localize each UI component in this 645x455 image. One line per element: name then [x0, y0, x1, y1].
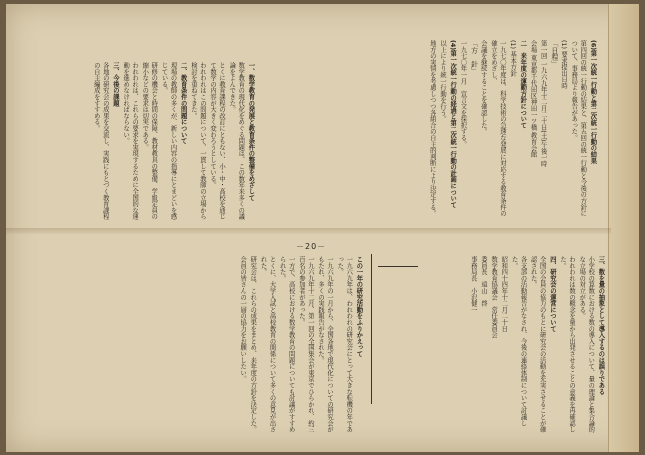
- text-column: われわれは、これらの要求を実現するために全国的な運動を進めなければならない。: [122, 62, 139, 220]
- text-column: とくに教育課程の改訂にともない、小・中・高校を通じて数学の内容が大きく変わろうとしている。: [209, 62, 226, 220]
- text-column: 「日程」: [549, 40, 558, 68]
- text-column: とくに、大学入試と高校教育の関係について多くの意見が出された。: [259, 256, 276, 433]
- text-column: 一、数学教育の発展と教育条件の整備をめざして: [247, 62, 255, 201]
- text-column: 四、研究会の運営について: [548, 256, 556, 332]
- text-block-top-right: [268, 40, 598, 220]
- text-column: (1) 基本方針: [509, 40, 517, 77]
- text-column: 全国の会員の協力のもとに研究会の活動を充実させることが確認された。: [529, 256, 546, 433]
- text-column: 一九六九年は、われわれの研究会にとって大きな転機の年であった。: [336, 256, 353, 433]
- text-column: 「方 針」: [469, 40, 478, 74]
- text-column: 以上により統一行動を行う。: [438, 40, 446, 122]
- text-column: 第四回の統一行動の結果と、第五回の統一行動と今後の方針について、事務局より報告があった。: [570, 40, 587, 217]
- text-column: 一九七〇年度は、科学技術の急速な発展に対応する教育条件の確立をめざし、: [489, 40, 506, 217]
- text-column: 一九六九年の一月から、全国各地で現代化についての研究会がもたれ、多くの実践報告がなされた。: [317, 256, 334, 433]
- text-block-top-left: [36, 62, 256, 222]
- text-column: われわれは数の概念を量から出発させることの意義を再確認した。: [559, 256, 576, 433]
- text-column: 第一回 一九六九年十二月二十日(土)午後一時: [539, 40, 547, 167]
- text-block-bottom-left: [50, 256, 364, 436]
- page-gutter: [6, 228, 611, 234]
- text-column: (1) 要求提出日時: [560, 40, 568, 89]
- text-column: 各地の研究会の成果を交流し、実践にもとづく教育課程の自主編成をすすめる。: [92, 62, 109, 220]
- text-column: 数学教育協議会 常任委員会: [490, 256, 498, 338]
- text-column: 三、今後の課題: [111, 62, 119, 107]
- column-divider: [371, 254, 372, 404]
- text-column: 各支部の活動報告がなされ、今後の連絡体制について討議した。: [510, 256, 527, 427]
- text-column: 一方で、高校における数学教育の問題についても討議がすすめられた。: [278, 256, 295, 433]
- document-spread: [6, 4, 639, 452]
- text-column: 地方の実情を考慮しつつ各組合の自主的判断により決定する。: [428, 40, 436, 217]
- text-column: 委員長 遠山 啓: [479, 256, 487, 307]
- text-column: この一年の研究活動をふりかえって: [355, 256, 363, 357]
- text-column: 二 来年度の運動方針について: [519, 40, 527, 129]
- text-column: われわれはこの問題について、一貫して教師の立場から検討を重ねてきた。: [189, 62, 206, 220]
- page-number: －20－: [296, 242, 327, 251]
- text-column: 三、数を量の抽象として導入するのは誤りである: [597, 256, 605, 395]
- text-column: 現場の教師の多くが、新しい内容の指導にとまどいを感じている。: [160, 62, 177, 220]
- text-column: 会議を継続することを確認した。: [479, 40, 487, 135]
- text-block-bottom-right: [376, 256, 606, 436]
- text-column: 事務局長 小沢健一: [469, 256, 477, 313]
- text-column: (4)第一次統一行動の経過と第二次統一行動の計画について: [449, 40, 457, 208]
- text-column: 会場 東京都千代田区神田一ツ橋 教育会館: [529, 40, 537, 158]
- text-column: 会員の皆さんの一層の協力をお願いしたい。: [239, 256, 247, 382]
- page-edge: [608, 4, 639, 452]
- text-column: 一九七〇年一月 宣言文を採択する。: [459, 40, 467, 148]
- text-column: 小学校の算数における数の導入について、量の理論と集合論的な立場の対立がある。: [578, 256, 595, 433]
- text-column: 数学教育の現代化をめぐる問題は、この数年来多くの議論をよんできた。: [228, 62, 245, 220]
- text-column: 研修の機会と時間の保障、教材教具の整備、学級定員の縮小などの要求は切実である。: [141, 62, 158, 220]
- text-column: 一九六九年十二月、第一回の全国集会が東京でひらかれ、約三百名の参加者があった。: [297, 256, 314, 433]
- text-column: 研究会は、これらの成果をまとめ、来年度の方針を決定した。: [249, 256, 257, 433]
- text-column: 昭和四十四年十二月二十日: [500, 256, 508, 332]
- text-column: 二、教育条件の問題について: [179, 62, 187, 144]
- text-column: (6)第一次統一行動と第二次統一行動の結果: [589, 40, 597, 164]
